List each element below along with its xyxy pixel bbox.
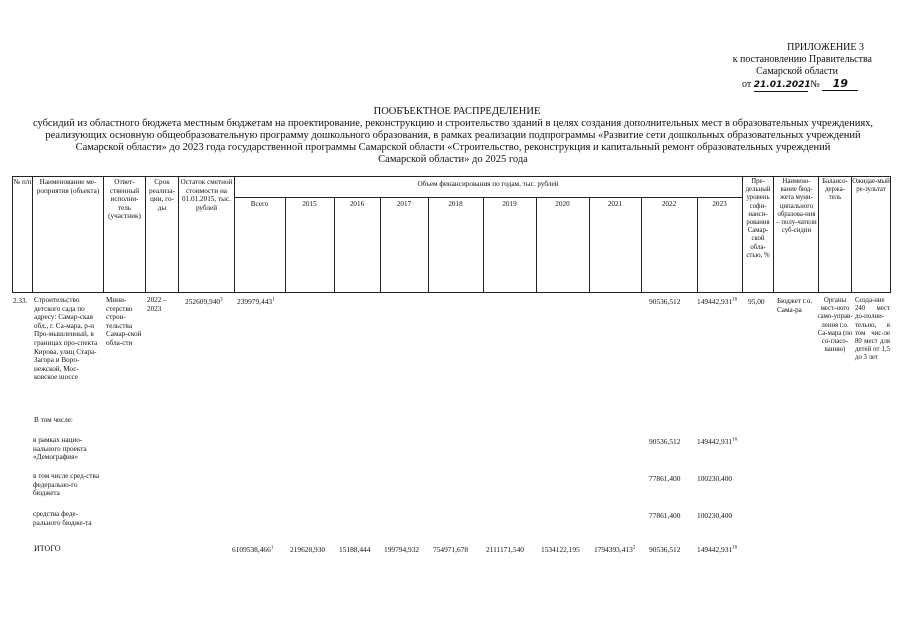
col-expected-header: Ожидае-мый ре-зультат xyxy=(852,178,890,194)
col-holder-header: Балансо-держа-тель xyxy=(822,178,848,202)
col-total-header: Всего xyxy=(250,200,269,208)
national-2022: 90536,512 xyxy=(649,437,681,446)
appendix-block xyxy=(700,42,900,92)
appendix-line2: Самарской области xyxy=(756,66,838,77)
appendix-title: ПРИЛОЖЕНИЕ 3 xyxy=(787,42,864,53)
col-level-header: Пре-дельный уровень софи-нанси-рования Самар-ской обла-стью, % xyxy=(745,178,771,259)
title-line2: реализующих основную общеобразовательную программу дошкольного образования, в рамках реализации подпрограммы «Развитие сети дошкольных образовательных учреждений xyxy=(45,130,861,141)
totals-total xyxy=(232,545,273,554)
row-holder: Органы мест-ного само-управ-ления г.о. Са-мара (по со-гласо-ванию) xyxy=(817,297,853,354)
row-2023-footnote: 16 xyxy=(732,297,738,303)
totals-2021 xyxy=(594,545,635,554)
col-2022-header: 2022 xyxy=(661,200,677,208)
federal-incl-2022: 77861,400 xyxy=(649,474,681,483)
number-prefix: № xyxy=(810,79,820,90)
col-term-header: Срок реализа-ции, го-ды xyxy=(149,178,175,212)
national-2023-value: 149442,931 xyxy=(697,437,733,446)
totals-2021-footnote: 2 xyxy=(632,545,636,551)
national-2023 xyxy=(697,437,737,446)
col-2021-header: 2021 xyxy=(607,200,623,208)
federal-label: средства феде-рального бюдже-та xyxy=(33,510,92,527)
totals-2018: 754971,678 xyxy=(433,545,469,554)
document-title xyxy=(8,106,898,166)
row-recipient: Бюджет г.о. Сама-ра xyxy=(777,297,813,314)
col-remaining-header: Остаток сметной стоимости на 01.01.2015, тыс. рублей xyxy=(180,178,233,212)
row-name: Строительство детского сада по адресу: Самар-ская обл., г. Са-мара, р-н Про-мышленный, в границах про-спекта Кирова, улиц Стара-Загора и Воро-нежской, Мос-ковское шоссе xyxy=(34,296,98,382)
title-line3: Самарской области» до 2023 года государственной программы Самарской области «Строительство, реконструкция и капитальный ремонт образовательных учреждений xyxy=(75,142,831,153)
row-remaining-value: 252609,940 xyxy=(185,297,221,306)
row-remaining-footnote: 3 xyxy=(220,297,223,303)
title-line1: субсидий из областного бюджета местным бюджетам на проектирование, реконструкцию и строительство зданий в целях создания дополнительных мест в образовательных учреждениях, xyxy=(32,118,874,129)
col-name-header: Наименование ме-роприятия (объекта) xyxy=(36,178,100,195)
totals-total-value: 6109538,466 xyxy=(232,545,271,554)
national-label: в рамках нацио-нального проекта «Демография» xyxy=(33,436,87,462)
totals-2023-footnote: 16 xyxy=(732,545,738,551)
col-2015-header: 2015 xyxy=(302,200,317,208)
federal-incl-2023: 100230,400 xyxy=(697,474,733,483)
federal-2022: 77861,400 xyxy=(649,511,681,520)
including-label: В том числе: xyxy=(34,416,73,424)
national-2023-footnote: 16 xyxy=(732,437,738,443)
totals-2023 xyxy=(697,545,737,554)
number-value: 19 xyxy=(822,78,858,91)
col-responsible-header: Ответ-ственный исполни-тель (участник) xyxy=(108,178,141,221)
title-heading: ПООБЪЕКТНОЕ РАСПРЕДЕЛЕНИЕ xyxy=(373,106,541,117)
row-responsible: Мини-стерство строи-тельства Самар-ской обла-сти xyxy=(106,296,142,347)
totals-2021-value: 1794393,413 xyxy=(594,545,633,554)
totals-2015: 219628,930 xyxy=(290,545,326,554)
col-recipient-header: Наимено-вание бюд-жета муни-ципального образова-ния – полу-чатели суб-сидии xyxy=(776,178,817,235)
col-2018-header: 2018 xyxy=(448,200,463,208)
totals-2017: 199794,932 xyxy=(384,545,420,554)
col-2023-header: 2023 xyxy=(712,200,727,208)
row-2023-value: 149442,931 xyxy=(697,297,733,306)
totals-2023-value: 149442,931 xyxy=(697,545,733,554)
col-2019-header: 2019 xyxy=(502,200,517,208)
row-remaining xyxy=(185,297,223,306)
row-2023 xyxy=(697,297,737,306)
totals-label: ИТОГО xyxy=(34,544,61,553)
federal-incl-label: в том числе сред-ства федерально-го бюджета xyxy=(33,472,100,498)
col-2020-header: 2020 xyxy=(555,200,570,208)
totals-total-footnote: 1 xyxy=(270,545,274,551)
row-total-value: 239979,443 xyxy=(237,297,273,306)
appendix-line1: к постановлению Правительства xyxy=(732,54,872,65)
col-funding-header: Объем финансирования по годам, тыс. рублей xyxy=(417,180,559,188)
totals-2016: 15188,444 xyxy=(339,545,371,554)
row-total-footnote: 1 xyxy=(272,297,275,303)
date-value: 21.01.2021 xyxy=(753,80,811,90)
row-no: 2.33. xyxy=(13,297,28,305)
row-term: 2022 – 2023 xyxy=(147,296,167,313)
col-2017-header: 2017 xyxy=(396,200,412,208)
col-2016-header: 2016 xyxy=(349,200,365,208)
row-total xyxy=(237,297,275,306)
row-level: 95,00 xyxy=(748,297,765,306)
row-expected: Созда-ние 240 мест до-полни-тельно, в том чис-ле 80 мест для детей от 1,5 до 3 лет xyxy=(855,297,890,362)
date-prefix: от xyxy=(742,79,752,90)
col-no-header: № п/п xyxy=(13,178,32,186)
federal-2023: 100230,400 xyxy=(697,511,733,520)
appendix-date-line xyxy=(700,78,900,92)
totals-2022: 90536,512 xyxy=(649,545,681,554)
row-2022: 90536,512 xyxy=(649,297,681,306)
totals-2019: 2111171,540 xyxy=(486,545,524,554)
title-line4: Самарской области» до 2025 года xyxy=(378,154,528,165)
totals-2020: 1534122,195 xyxy=(541,545,580,554)
